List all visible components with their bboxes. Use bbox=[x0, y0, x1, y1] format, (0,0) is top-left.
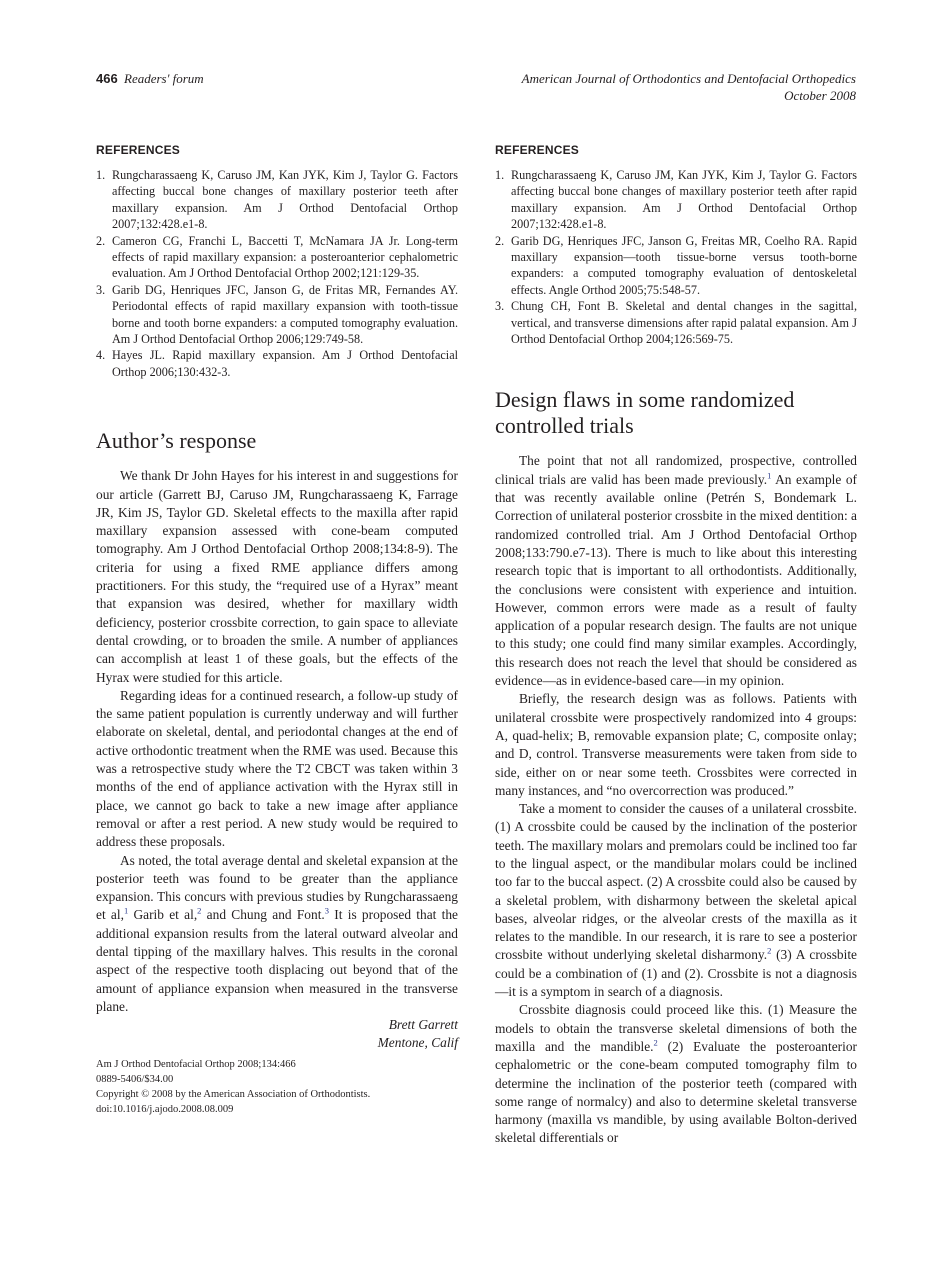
reference-item bbox=[96, 167, 458, 233]
reference-number: 1. bbox=[96, 168, 106, 182]
footnote-citation: Am J Orthod Dentofacial Orthop 2008;134:466 bbox=[96, 1058, 296, 1070]
citation-superscript[interactable]: 1 bbox=[123, 905, 129, 916]
body-paragraph bbox=[495, 800, 857, 1001]
citation-superscript[interactable]: 3 bbox=[324, 905, 330, 916]
footnote-doi[interactable]: doi:10.1016/j.ajodo.2008.08.009 bbox=[96, 1103, 234, 1115]
body-paragraph: Briefly, the research design was as follows. Patients with unilateral crossbite were prospectively randomized into 4 groups: A, quad-helix; B, removable expansion plate; C, composite onlay; and D, control. Transverse measurements were taken from side to side, either on or near some teeth. Crossbites were corrected in many instances, and “no overcorrection was produced.” bbox=[495, 691, 857, 798]
page-number: 466 bbox=[96, 71, 118, 86]
article-title-design-flaws: Design flaws in some randomized controlled trials bbox=[495, 387, 795, 439]
reference-item bbox=[495, 233, 857, 299]
reference-number: 2. bbox=[495, 233, 505, 248]
text-run: As noted, the total average dental and skeletal expansion at the posterior teeth was found to be greater than the appliance expansion. This concurs with previous studies by Rungcharassaeng et al, bbox=[96, 852, 458, 923]
references-heading: REFERENCES bbox=[96, 143, 181, 157]
right-column bbox=[495, 142, 857, 1148]
reference-item bbox=[96, 347, 458, 380]
reference-list bbox=[495, 167, 857, 347]
reference-text: Rungcharassaeng K, Caruso JM, Kan JYK, Kim J, Taylor G. Factors affecting buccal bone changes of maxillary posterior teeth after rapid maxillary expansion. Am J Orthod Dentofacial Orthop 2007;132:428.e1-8. bbox=[511, 168, 857, 232]
signature-location: Mentone, Calif bbox=[377, 1035, 458, 1051]
text-run: The point that not all randomized, prospective, controlled clinical trials are valid has been made previously. bbox=[495, 453, 857, 487]
reference-list bbox=[96, 167, 458, 380]
text-run: An example of that was recently available online (Petrén S, Bondemark L. Correction of unilateral posterior crossbite in the mixed dentition: a randomized controlled trial. Am J Orthod Dentofacial Orthop 2008;133:790.e7-13). There is much to like about this interesting research topic that is important to all orthodontists. Additionally, the conclusions were consistent with experience and intuition. However, common errors were made as a result of faulty application of a popular research design. The faults are not unique to this study; one could find many similar examples. Accordingly, this research does not reach the level that should be considered as evidence—as in evidence-based care—in my opinion. bbox=[495, 471, 857, 689]
section-name: Readers' forum bbox=[124, 71, 204, 86]
body-paragraph bbox=[96, 852, 458, 1017]
footnote-copyright: Copyright © 2008 by the American Association of Orthodontists. bbox=[96, 1088, 371, 1100]
text-run: Take a moment to consider the causes of a unilateral crossbite. (1) A crossbite could be caused by the inclination of the posterior teeth. The maxillary molars and premolars could be inclined too far to the lingual aspect, or the mandibular molars could be inclined too far to the buccal aspect. (2) A crossbite could also be caused by a skeletal problem, with disharmony between the skeletal apical bases, alveolar ridges, or the alveolar crests of the maxilla as it relates to the mandible. In our research, it is rare to see a posterior crossbite without underlying skeletal disharmony. bbox=[495, 801, 857, 963]
citation-superscript[interactable]: 2 bbox=[197, 905, 202, 916]
issue-date: October 2008 bbox=[784, 88, 856, 103]
text-run: It is proposed that the additional expansion results from the lateral outward alveolar and dental tipping of the maxillary halves. This results in the coronal aspect of the respective tooth displacing out beyond that of the amount of appliance expansion when measured in the transverse plane. bbox=[96, 907, 458, 1014]
reference-item bbox=[96, 282, 458, 348]
text-run: Garib et al, bbox=[128, 907, 198, 923]
text-run: (2) Evaluate the posteroanterior cephalometric or the cone-beam computed tomography film to determine the inclination of the posterior teeth (compared with some range of normalcy) and also to determine skeletal transverse harmony (maxilla vs mandible, by using available Bolton-derived skeletal differentials or bbox=[495, 1038, 858, 1146]
body-paragraph: We thank Dr John Hayes for his interest in and suggestions for our article (Garrett BJ, Caruso JM, Rungcharassaeng K, Farrage JR, Kim JS, Taylor GD. Skeletal effects to the maxilla after rapid maxillary expansion assessed with cone-beam computed tomography. Am J Orthod Dentofacial Orthop 2008;134:8-9). The criteria for using a fixed RME appliance differs among practitioners. For this study, the “required use of a Hyrax” meant that expansion was desired, whether for maxillary width deficiency, posterior crossbite correction, to gain space to alleviate dental crowding, or to broaden the smile. A number of appliances can accomplish at least 1 of these goals, but the effects of the Hyrax were studied for this article. bbox=[96, 468, 458, 685]
footnote-issn-price: 0889-5406/$34.00 bbox=[96, 1073, 174, 1085]
reference-number: 1. bbox=[495, 168, 505, 182]
body-paragraph: Regarding ideas for a continued research, a follow-up study of the same patient population is currently underway and will further elaborate on skeletal, dental, and periodontal changes at the end of active orthodontic treatment when the RME was used. Because this was a retrospective study where the T2 CBCT was taken within 3 months of the end of appliance activation with the Hyrax still in place, we cannot go back to take a new image after appliance removal or after a rest period. A new study would be required to address these proposals. bbox=[96, 687, 458, 850]
reference-item bbox=[495, 167, 857, 233]
reference-number: 4. bbox=[96, 348, 106, 363]
reference-text: Garib DG, Henriques JFC, Janson G, Freitas MR, Coelho RA. Rapid maxillary expansion—tooth tissue-borne versus tooth-borne expanders: a computed tomography evaluation of dentoskeletal effects. Angle Orthod 2005;75:548-57. bbox=[511, 233, 857, 297]
reference-number: 2. bbox=[96, 233, 106, 248]
reference-text: Chung CH, Font B. Skeletal and dental changes in the sagittal, vertical, and transverse dimensions after rapid palatal expansion. Am J Orthod Dentofacial Orthop 2004;126:569-75. bbox=[511, 299, 857, 347]
reference-number: 3. bbox=[96, 282, 106, 297]
reference-item bbox=[96, 233, 458, 282]
citation-superscript[interactable]: 2 bbox=[767, 946, 772, 957]
text-run: (3) A crossbite could be a combination of (1) and (2). Crossbite is not a diagnosis—it is a symptom in search of a diagnosis. bbox=[495, 947, 857, 1000]
running-head bbox=[96, 70, 856, 110]
citation-superscript[interactable]: 1 bbox=[767, 470, 772, 481]
left-column bbox=[96, 142, 458, 1117]
journal-name: American Journal of Orthodontics and Dentofacial Orthopedics bbox=[521, 71, 856, 86]
reference-number: 3. bbox=[495, 299, 505, 314]
body-paragraph bbox=[495, 452, 857, 690]
reference-text: Cameron CG, Franchi L, Baccetti T, McNamara JA Jr. Long-term effects of rapid maxillary expansion: a posteroanterior cephalometric evaluation. Am J Orthod Dentofacial Orthop 2002;121:129-35. bbox=[112, 233, 458, 281]
citation-superscript[interactable]: 2 bbox=[653, 1037, 658, 1048]
text-run: Crossbite diagnosis could proceed like this. (1) Measure the models to obtain the transverse skeletal dimensions of both the maxilla and the mandible. bbox=[495, 1002, 857, 1054]
references-heading: REFERENCES bbox=[495, 143, 580, 157]
text-run: and Chung and Font. bbox=[201, 907, 325, 923]
reference-text: Hayes JL. Rapid maxillary expansion. Am J Orthod Dentofacial Orthop 2006;130:432-3. bbox=[112, 348, 458, 379]
reference-text: Rungcharassaeng K, Caruso JM, Kan JYK, Kim J, Taylor G. Factors affecting buccal bone changes of maxillary posterior teeth after maxillary expansion. Am J Orthod Dentofacial Orthop 2007;132:428.e1-8. bbox=[112, 168, 458, 232]
reference-item bbox=[495, 298, 857, 347]
reference-text: Garib DG, Henriques JFC, Janson G, de Fritas MR, Fernandes AY. Periodontal effects of rapid maxillary expansion with tooth-tissue borne and tooth borne expanders: a computed tomography evaluation. Am J Orthod Dentofacial Orthop 2006;129:749-58. bbox=[112, 282, 458, 347]
body-paragraph bbox=[495, 1001, 857, 1147]
article-footnote bbox=[96, 1057, 458, 1117]
signature-name: Brett Garrett bbox=[388, 1017, 458, 1033]
article-title-authors-response: Author’s response bbox=[96, 428, 257, 454]
